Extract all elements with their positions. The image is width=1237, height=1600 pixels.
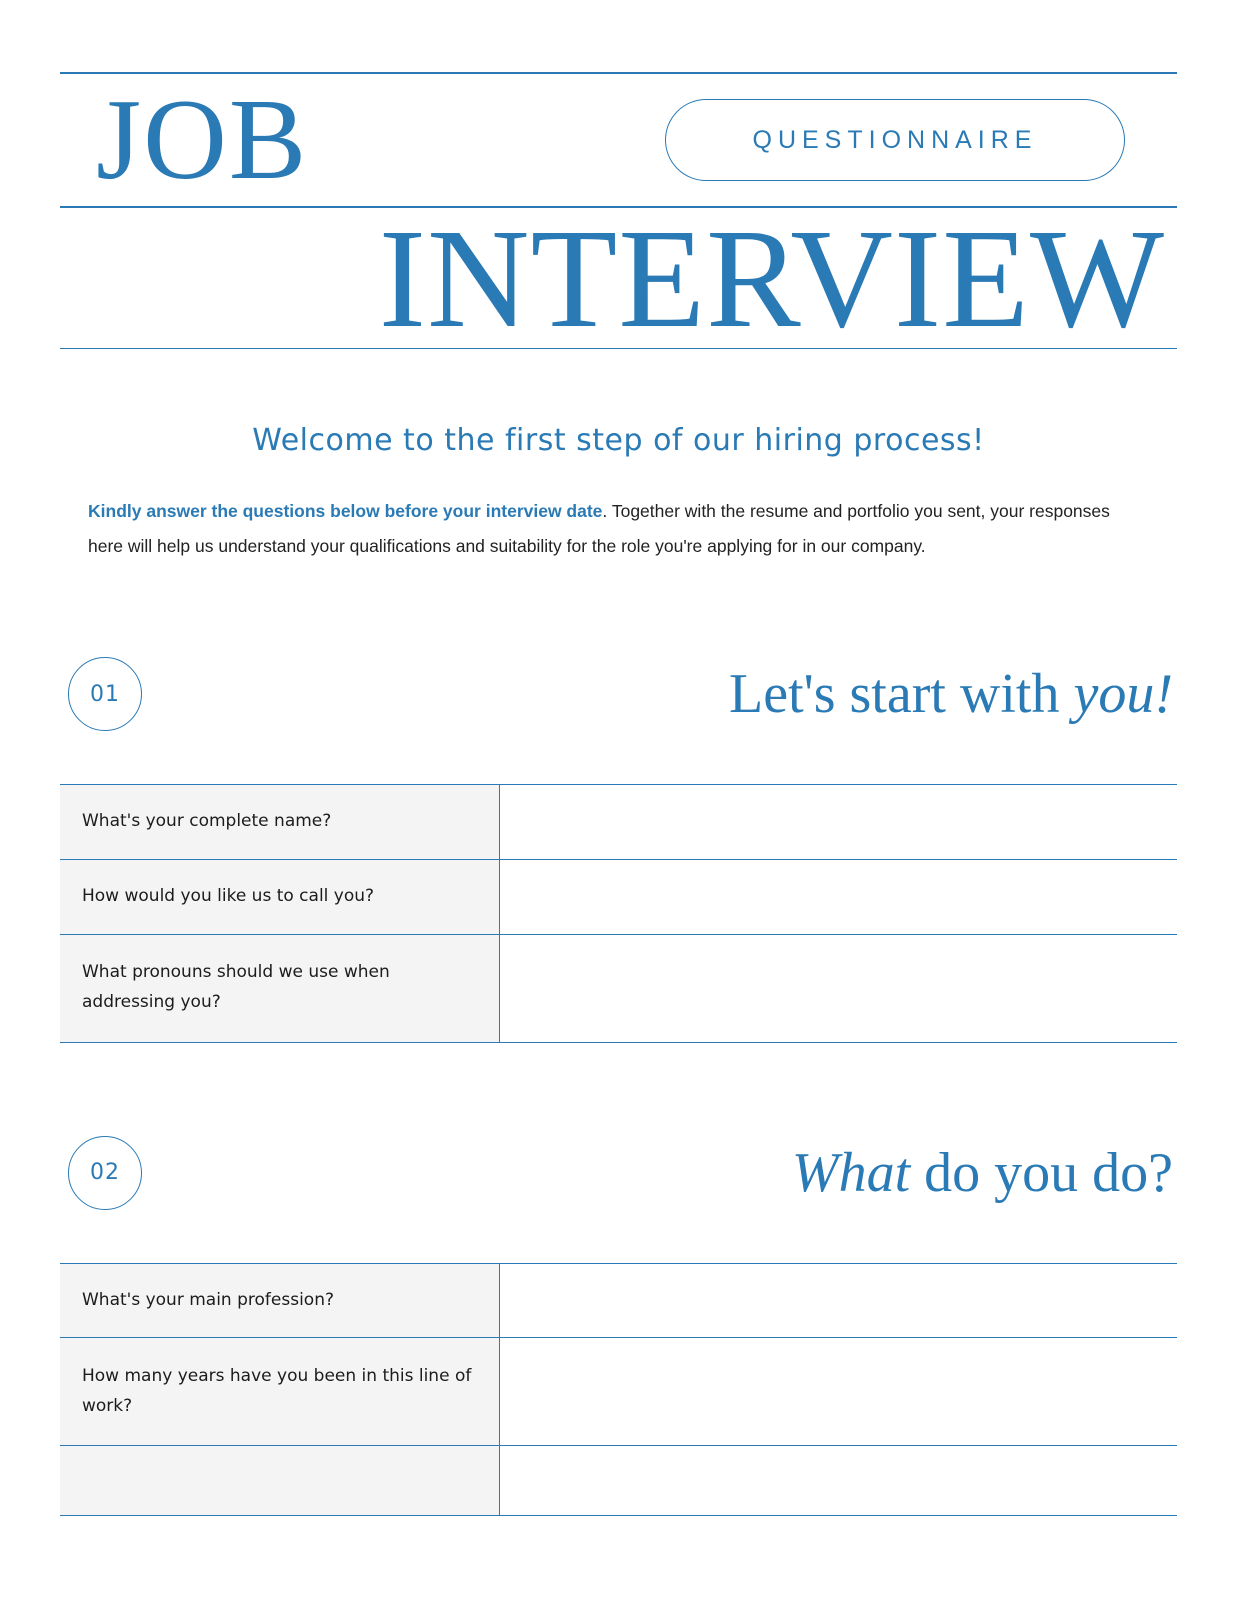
section-01-title-italic: you! [1073,663,1173,725]
section-02-question-table [60,1263,1177,1517]
table-row [60,1446,1177,1516]
section-01-header [60,652,1177,736]
table-row [60,860,1177,935]
section-02-title-italic: What [791,1141,911,1204]
table-row [60,1264,1177,1339]
section-01-question-table [60,784,1177,1043]
section-01-title-plain: Let's start with [729,663,1074,725]
intro-bold-lead: Kindly answer the questions below before your interview date [88,501,603,521]
question-label: What pronouns should we use when addressing you? [60,935,500,1042]
answer-field[interactable] [500,860,1177,934]
answer-field[interactable] [500,1446,1177,1515]
section-02-header [60,1131,1177,1215]
questionnaire-badge [665,99,1125,181]
page-title-interview: INTERVIEW [378,198,1165,357]
answer-field[interactable] [500,935,1177,1042]
answer-field[interactable] [500,785,1177,859]
section-01 [60,652,1177,1043]
question-label: How would you like us to call you? [60,860,500,934]
table-row [60,1338,1177,1446]
welcome-heading: Welcome to the first step of our hiring process! [252,423,985,458]
questionnaire-badge-label: QUESTIONNAIRE [752,125,1038,154]
title-row-secondary [60,198,1177,357]
title-row-primary [60,74,1177,206]
section-02-number: 02 [68,1136,142,1210]
table-row [60,785,1177,860]
answer-field[interactable] [500,1338,1177,1445]
intro-body: . Together with the resume and portfolio you sent, your responses here will help us understand your qualifications and suitability for the role you're applying for in our company. [88,501,1110,556]
section-01-number: 01 [68,657,142,731]
question-label: What's your main profession? [60,1264,500,1338]
section-01-title [729,663,1173,725]
table-row [60,935,1177,1043]
question-label: What's your complete name? [60,785,500,859]
intro-paragraph [88,494,1128,564]
answer-field[interactable] [500,1264,1177,1338]
page-title-job: JOB [96,76,309,204]
section-02-title [791,1141,1173,1204]
section-02-title-plain: do you do? [910,1141,1173,1204]
question-label [60,1446,500,1515]
section-02 [60,1131,1177,1517]
header [60,72,1177,357]
question-label: How many years have you been in this line of work? [60,1338,500,1445]
